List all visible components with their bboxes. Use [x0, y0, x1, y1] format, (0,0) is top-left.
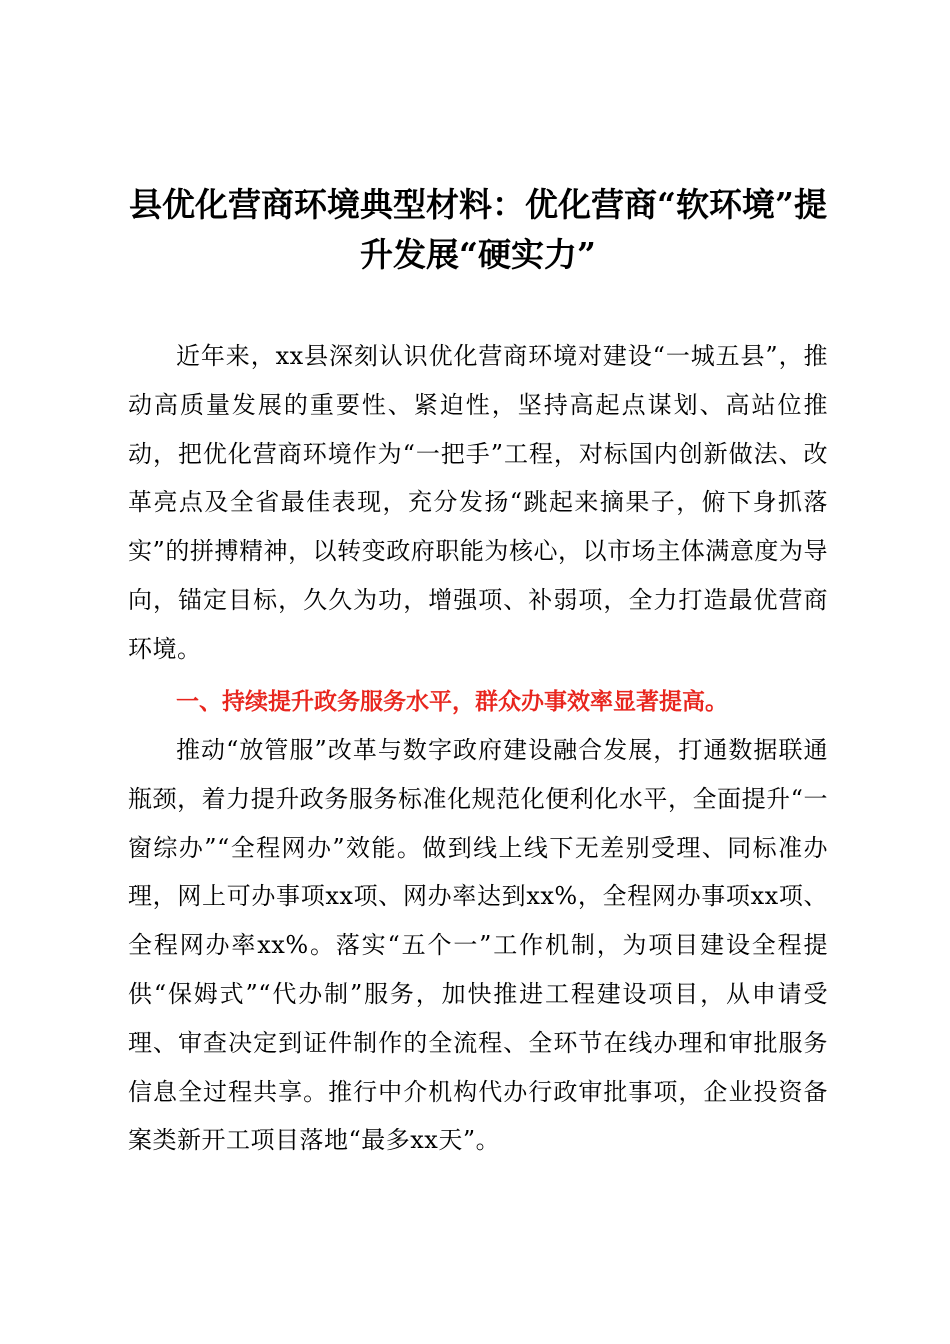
- intro-paragraph: 近年来，xx县深刻认识优化营商环境对建设“一城五县”，推动高质量发展的重要性、紧迫性，坚持高起点谋划、高站位推动，把优化营商环境作为“一把手”工程，对标国内创新做法、改革亮点及全省最佳表现，充分发扬“跳起来摘果子，俯下身抓落实”的拼搏精神，以转变政府职能为核心，以市场主体满意度为导向，锚定目标，久久为功，增强项、补弱项，全力打造最优营商环境。: [128, 342, 828, 663]
- section-1-paragraph: 推动“放管服”改革与数字政府建设融合发展，打通数据联通瓶颈，着力提升政务服务标准化规范化便利化水平，全面提升“一窗综办”“全程网办”效能。做到线上线下无差别受理、同标准办理，网上可办事项xx项、网办率达到xx%，全程网办事项xx项、全程网办率xx%。落实“五个一”工作机制，为项目建设全程提供“保姆式”“代办制”服务，加快推进工程建设项目，从申请受理、审查决定到证件制作的全流程、全环节在线办理和审批服务信息全过程共享。推行中介机构代办行政审批事项，企业投资备案类新开工项目落地“最多xx天”。: [128, 736, 828, 1155]
- section-1-heading: 一、持续提升政务服务水平，群众办事效率显著提高。: [176, 689, 728, 715]
- document-title: 县优化营商环境典型材料：优化营商“软环境”提升发展“硬实力”: [129, 185, 827, 274]
